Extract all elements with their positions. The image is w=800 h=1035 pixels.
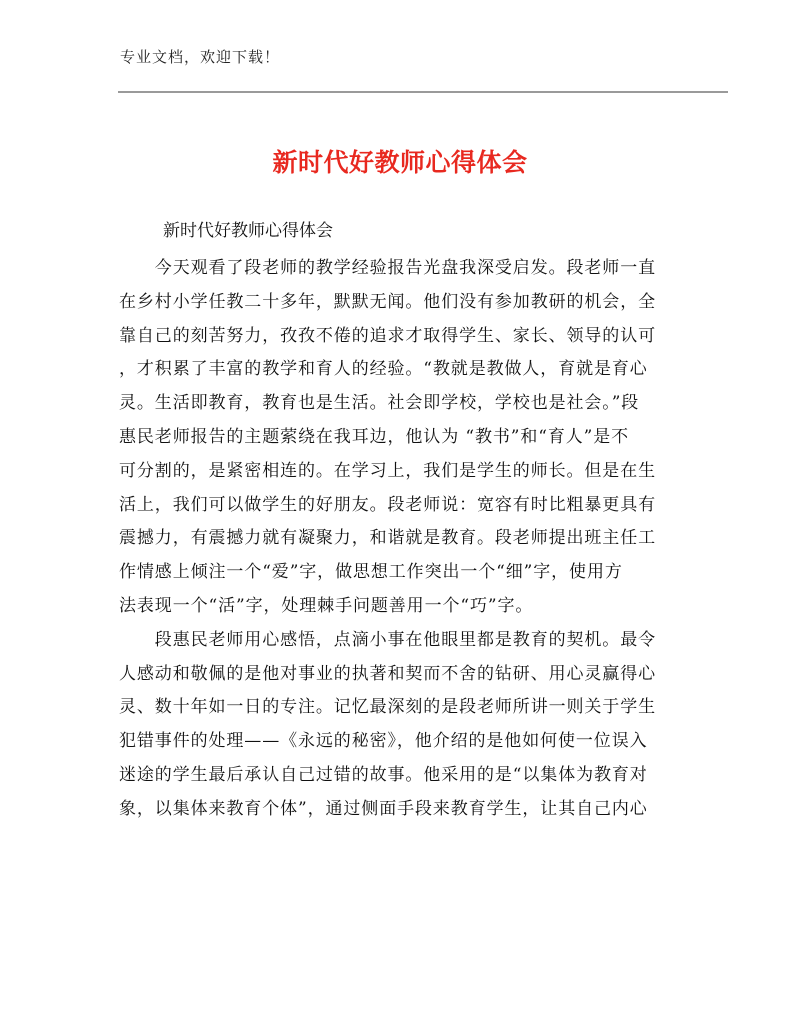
body-line: 法表现一个“活”字，处理棘手问题善用一个“巧”字。 — [119, 595, 534, 616]
body-line: 段惠民老师用心感悟，点滴小事在他眼里都是教育的契机。最令 — [119, 629, 656, 650]
document-body — [119, 214, 679, 827]
body-line: 活上，我们可以做学生的好朋友。段老师说：宽容有时比粗暴更具有 — [119, 494, 656, 515]
body-line: 可分割的，是紧密相连的。在学习上，我们是学生的师长。但是在生 — [119, 460, 656, 481]
document-title: 新时代好教师心得体会 — [272, 148, 528, 177]
document-subtitle: 新时代好教师心得体会 — [163, 221, 333, 241]
body-line: 今天观看了段老师的教学经验报告光盘我深受启发。段老师一直 — [119, 258, 656, 278]
header-note: 专业文档，欢迎下载！ — [120, 48, 281, 66]
body-line: 在乡村小学任教二十多年，默默无闻。他们没有参加教研的机会，全 — [119, 291, 656, 312]
body-line: 犯错事件的处理——《永远的秘密》，他介绍的是他如何使一位误入 — [119, 731, 648, 752]
body-line: 灵。生活即教育，教育也是生活。社会即学校，学校也是社会。”段 — [119, 393, 640, 414]
body-line: 人感动和敬佩的是他对事业的执著和契而不舍的钻研、用心灵赢得心 — [119, 663, 656, 684]
body-line: 迷途的学生最后承认自己过错的故事。他采用的是“以集体为教育对 — [119, 764, 648, 785]
body-line: ，才积累了丰富的教学和育人的经验。“教就是教做人，育就是育心 — [119, 359, 648, 380]
body-line: 灵、数十年如一日的专注。记忆最深刻的是段老师所讲一则关于学生 — [119, 697, 656, 718]
body-line: 震撼力，有震撼力就有凝聚力，和谐就是教育。段老师提出班主任工 — [119, 528, 656, 549]
body-line: 靠自己的刻苦努力，孜孜不倦的追求才取得学生、家长、领导的认可 — [119, 325, 656, 346]
body-line: 作情感上倾注一个“爱”字，做思想工作突出一个“细”字，使用方 — [119, 562, 623, 583]
body-line: 象，以集体来教育个体”，通过侧面手段来教育学生，让其自己内心 — [119, 798, 648, 819]
header-divider — [118, 91, 728, 93]
body-line: 惠民老师报告的主题萦绕在我耳边，他认为 “教书”和“育人”是不 — [119, 426, 630, 447]
